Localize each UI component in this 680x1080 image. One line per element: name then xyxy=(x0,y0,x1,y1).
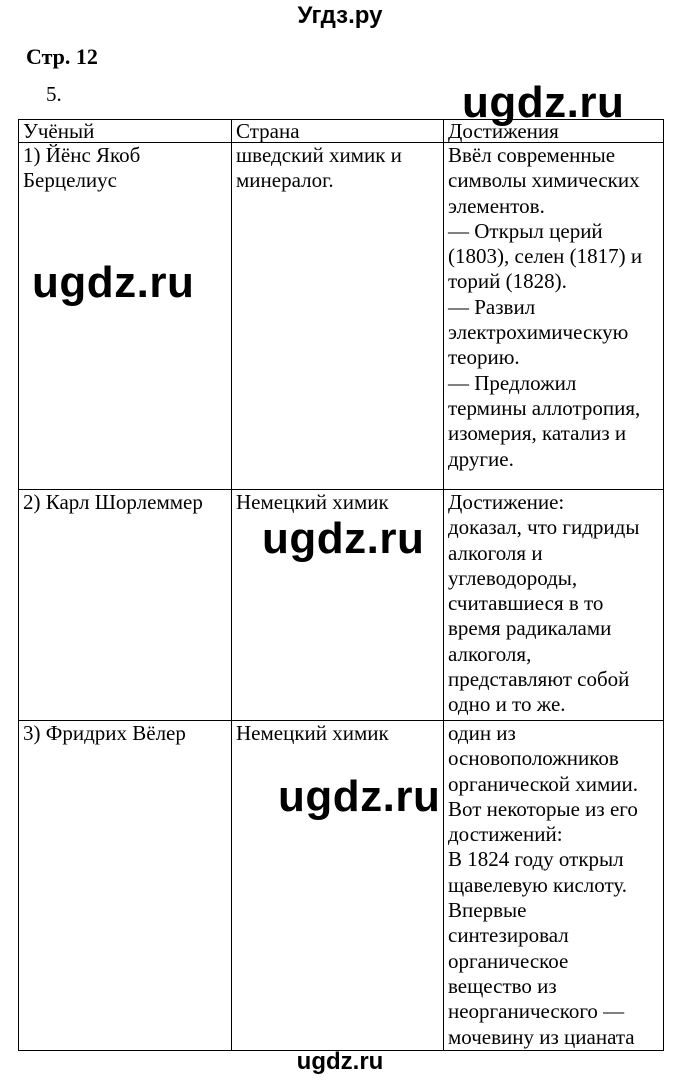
scientist-name-cell xyxy=(19,490,232,721)
cell-text: органическое xyxy=(448,948,569,973)
cell-text: торий (1828). xyxy=(448,269,567,294)
achievements-cell xyxy=(444,490,664,721)
achievements-cell xyxy=(444,721,664,1051)
cell-text: 3) Фридрих Вёлер xyxy=(23,721,186,745)
cell-text: основоположников xyxy=(448,746,619,771)
cell-text: термины аллотропия, xyxy=(448,395,641,420)
cell-text: электрохимическую xyxy=(448,320,629,345)
cell-text: — Развил xyxy=(448,294,536,319)
cell-text: теорию. xyxy=(448,345,520,370)
country-cell xyxy=(232,143,444,490)
scientist-name-cell xyxy=(19,721,232,1051)
watermark: ugdz.ru xyxy=(262,514,425,563)
cell-text: другие. xyxy=(448,446,514,471)
cell-text: элементов. xyxy=(448,193,545,218)
cell-text: углеводороды, xyxy=(448,565,578,590)
watermark: ugdz.ru xyxy=(278,772,441,821)
cell-text: символы химических xyxy=(448,168,640,193)
cell-text: щавелевую кислоту. xyxy=(448,872,628,897)
cell-text: 1) Йёнс Якоб xyxy=(23,143,141,167)
cell-text: время радикалами xyxy=(448,616,612,641)
site-footer: ugdz.ru xyxy=(296,1048,384,1075)
cell-text: один из xyxy=(448,721,516,745)
cell-text: Достижение: xyxy=(448,490,565,514)
cell-text: неорганического — xyxy=(448,999,625,1024)
table-row xyxy=(19,143,664,490)
cell-text: (1803), селен (1817) и xyxy=(448,244,643,269)
cell-text: изомерия, катализ и xyxy=(448,421,627,446)
cell-text: 2) Карл Шорлеммер xyxy=(23,490,203,514)
table-row xyxy=(19,721,664,1051)
scientist-name-cell xyxy=(19,143,232,490)
cell-text: органической химии. xyxy=(448,771,639,796)
achievements-cell xyxy=(444,143,664,490)
cell-text: — Открыл церий xyxy=(448,218,603,243)
cell-text: Берцелиус xyxy=(23,168,117,193)
cell-text: Немецкий химик xyxy=(236,490,389,514)
cell-text: — Предложил xyxy=(448,370,577,395)
cell-text: Впервые xyxy=(448,898,527,923)
cell-text: одно и то же. xyxy=(448,692,566,717)
cell-text: доказал, что гидриды xyxy=(448,515,640,540)
watermark: ugdz.ru xyxy=(32,258,195,307)
cell-text: алкоголя, xyxy=(448,641,532,666)
cell-text: мочевину из цианата xyxy=(448,1024,635,1049)
cell-text: шведский химик и xyxy=(236,143,402,167)
watermark: ugdz.ru xyxy=(462,78,625,127)
cell-text: считавшиеся в то xyxy=(448,591,604,616)
site-header: Угдз.ру xyxy=(297,2,383,29)
cell-text: представляют собой xyxy=(448,667,630,692)
cell-text: алкоголя и xyxy=(448,540,543,565)
cell-text: достижений: xyxy=(448,822,563,847)
cell-text: Вот некоторые из его xyxy=(448,796,638,821)
page-reference: Стр. 12 xyxy=(26,44,98,69)
column-header-achievements: Достижения xyxy=(444,120,664,143)
country-cell xyxy=(232,721,444,1051)
column-header-scientist: Учёный xyxy=(19,120,232,143)
cell-text: Ввёл современные xyxy=(448,143,616,167)
cell-text: минералог. xyxy=(236,168,334,193)
column-header-country: Страна xyxy=(232,120,444,143)
cell-text: вещество из xyxy=(448,973,557,998)
cell-text: синтезировал xyxy=(448,923,569,948)
cell-text: В 1824 году открыл xyxy=(448,847,624,872)
task-number: 5. xyxy=(46,82,62,106)
cell-text: Немецкий химик xyxy=(236,721,389,745)
